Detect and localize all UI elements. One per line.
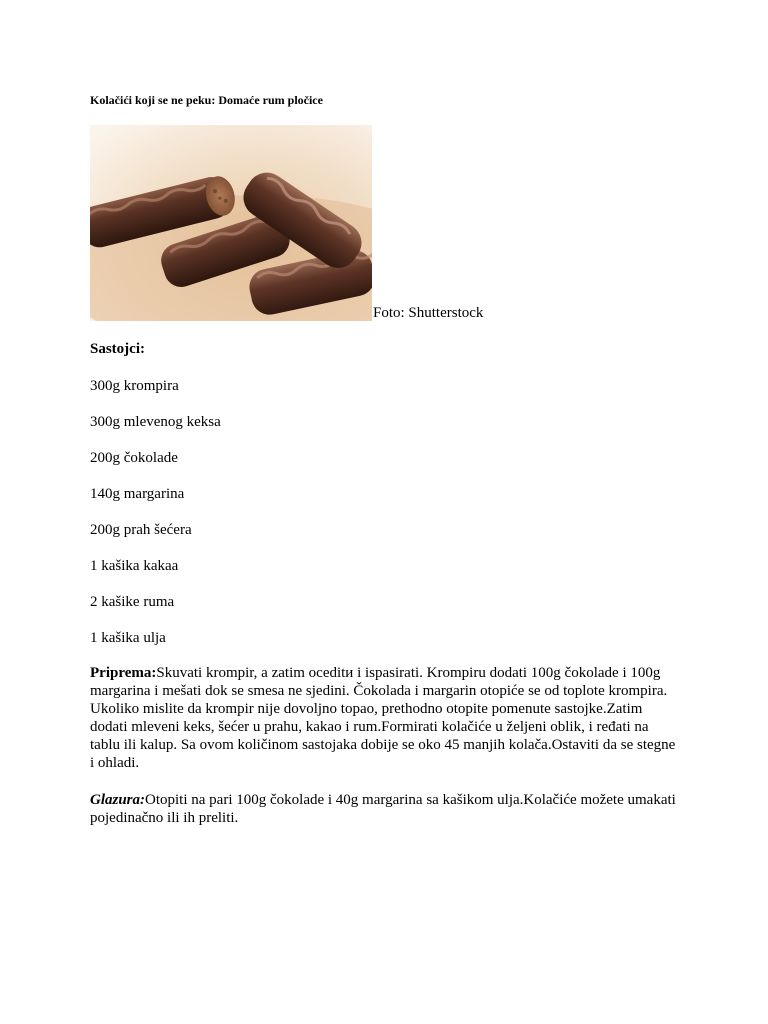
ingredients-heading: Sastojci:	[90, 341, 145, 357]
ingredient-item: 200g prah šećera	[90, 522, 192, 538]
chocolate-bars-photo	[90, 125, 372, 321]
ingredient-item: 300g krompira	[90, 378, 179, 394]
preparation-paragraph	[90, 664, 680, 772]
ingredient-item: 140g margarina	[90, 486, 185, 502]
ingredient-item: 200g čokolade	[90, 450, 178, 466]
preparation-text: Skuvati krompir, a zatim oceditи i ispasirati. Krompiru dodati 100g čokolade i 100g margarina i mešati dok se smesa ne sjedini. Čokolada i margarin otopiće se od toplote krompira. Ukoliko mislite da krompir nije dovoljno topao, prethodno otopite pomenute sastojke.Zatim dodati mleveni keks, šećer u prahu, kakao i rum.Formirati kolačiće u željeni oblik, i ređati na tablu ili kalup. Sa ovom količinom sastojaka dobije se oko 45 manjih kolača.Ostaviti da se stegne i ohladi.	[90, 665, 676, 771]
ingredient-item: 2 kašike ruma	[90, 594, 175, 610]
glaze-paragraph	[90, 791, 680, 827]
ingredient-item: 300g mlevenog keksa	[90, 414, 221, 430]
document-title: Kolačići koji se ne peku: Domaće rum pločice	[90, 93, 323, 107]
ingredients-list	[90, 377, 221, 665]
photo-row	[90, 125, 483, 321]
ingredient-item: 1 kašika kakaa	[90, 558, 179, 574]
glaze-text: Otopiti na pari 100g čokolade i 40g margarina sa kašikom ulja.Kolačiće možete umakati pojedinačno ili ih preliti.	[90, 792, 676, 826]
preparation-label: Priprema:	[90, 665, 157, 681]
glaze-label: Glazura:	[90, 792, 146, 808]
photo-caption: Foto: Shutterstock	[373, 305, 484, 321]
ingredient-item: 1 kašika ulja	[90, 630, 166, 646]
